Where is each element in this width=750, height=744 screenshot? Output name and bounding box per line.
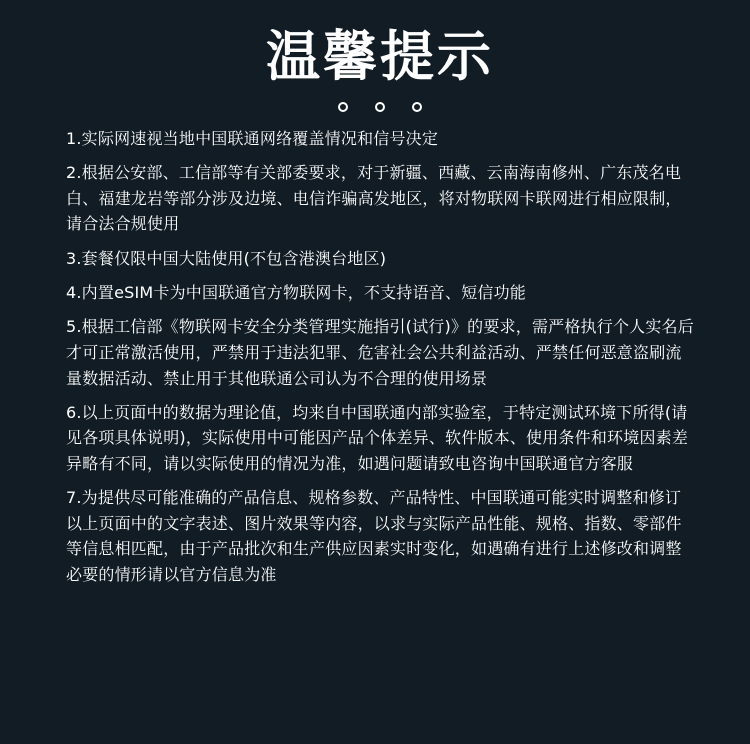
page-title: 温馨提示 <box>266 25 494 88</box>
notice-list <box>66 126 694 588</box>
circle-icon <box>375 102 385 112</box>
notice-item-6: 6.以上页面中的数据为理论值，均来自中国联通内部实验室，于特定测试环境下所得(请见各项具体说明)，实际使用中可能因产品个体差异、软件版本、使用条件和环境因素差异略有不同，请以实际使用的情况为准，如遇问题请致电咨询中国联通官方客服 <box>66 402 689 473</box>
notice-item-7: 7.为提供尽可能准确的产品信息、规格参数、产品特性、中国联通可能实时调整和修订以上页面中的文字表述、图片效果等内容，以求与实际产品性能、规格、指数、零部件等信息相匹配，由于产品批次和生产供应因素实时变化，如遇确有进行上述修改和调整必要的情形请以官方信息为准 <box>66 488 682 585</box>
notice-item-4: 4.内置eSIM卡为中国联通官方物联网卡，不支持语音、短信功能 <box>66 283 526 303</box>
notice-item-5: 5.根据工信部《物联网卡安全分类管理实施指引(试行)》的要求，需严格执行个人实名后才可正常激活使用，严禁用于违法犯罪、危害社会公共利益活动、严禁任何恶意盗刷流量数据活动、禁止用于其他联通公司认为不合理的使用场景 <box>66 317 694 388</box>
notice-item-3: 3.套餐仅限中国大陆使用(不包含港澳台地区) <box>66 248 387 268</box>
decorative-dots <box>66 102 694 118</box>
notice-item-2: 2.根据公安部、工信部等有关部委要求，对于新疆、西藏、云南海南修州、广东茂名电白、福建龙岩等部分涉及边境、电信诈骗高发地区，将对物联网卡联网进行相应限制，请合法合规使用 <box>66 163 682 234</box>
circle-icon <box>412 102 422 112</box>
circle-icon <box>338 102 348 112</box>
notice-item-1: 1.实际网速视当地中国联通网络覆盖情况和信号决定 <box>66 129 439 148</box>
